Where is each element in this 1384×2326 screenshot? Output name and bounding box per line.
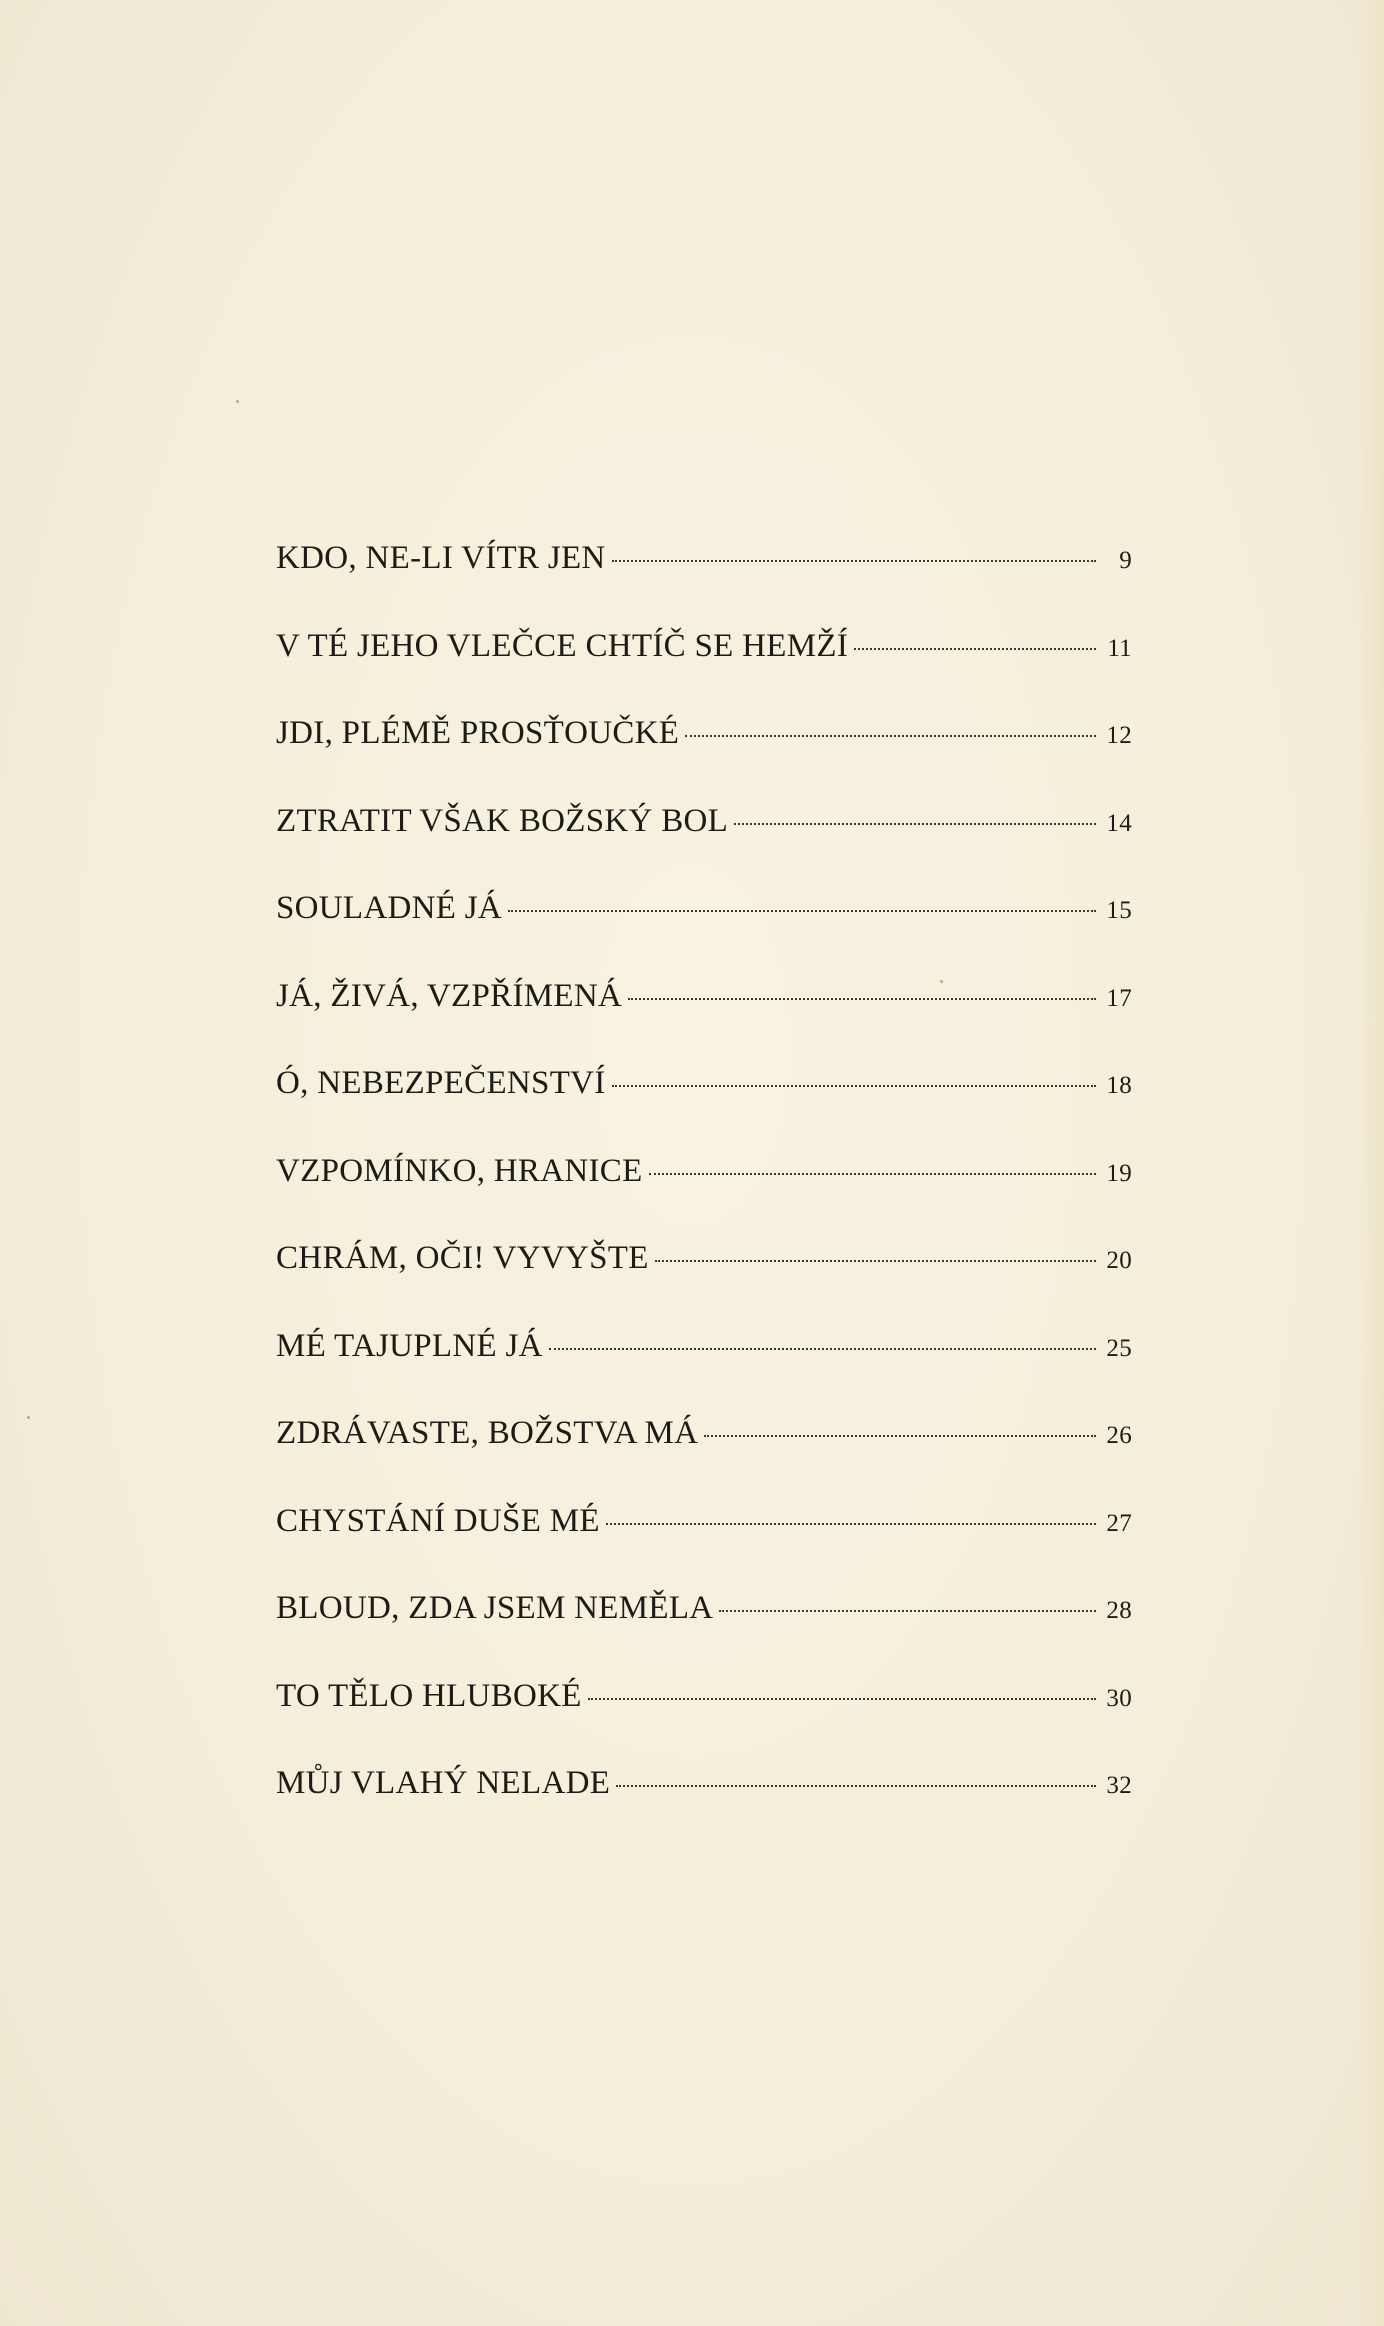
toc-entry[interactable]	[276, 1328, 1132, 1416]
toc-entry-page: 18	[1106, 1072, 1132, 1099]
toc-entry-page: 26	[1106, 1422, 1132, 1449]
toc-entry[interactable]	[276, 540, 1132, 628]
toc-dot-leader	[606, 1523, 1096, 1525]
toc-entry-page: 12	[1106, 722, 1132, 749]
toc-entry-page: 20	[1106, 1247, 1132, 1274]
toc-dot-leader	[588, 1698, 1096, 1700]
toc-entry-title: JÁ, ŽIVÁ, VZPŘÍMENÁ	[276, 977, 623, 1014]
toc-dot-leader	[612, 1085, 1096, 1087]
paper-speck	[236, 400, 239, 403]
toc-entry-page: 17	[1106, 984, 1132, 1012]
toc-entry-page: 14	[1106, 809, 1132, 837]
toc-dot-leader	[854, 648, 1096, 650]
paper-speck	[27, 1416, 30, 1419]
toc-entry[interactable]	[276, 803, 1132, 891]
toc-entry[interactable]	[276, 1065, 1132, 1153]
toc-entry[interactable]	[276, 1503, 1132, 1591]
toc-dot-leader	[616, 1785, 1096, 1787]
toc-dot-leader	[612, 560, 1096, 562]
toc-entry-title: CHYSTÁNÍ DUŠE MÉ	[276, 1502, 600, 1539]
toc-entry-page: 28	[1106, 1597, 1132, 1624]
page-edge-shadow	[1356, 0, 1384, 2326]
toc-entry-title: VZPOMÍNKO, HRANICE	[276, 1152, 643, 1189]
toc-entry[interactable]	[276, 1153, 1132, 1241]
table-of-contents	[276, 540, 1132, 1853]
toc-entry[interactable]	[276, 890, 1132, 978]
toc-entry[interactable]	[276, 1240, 1132, 1328]
toc-entry-title: JDI, PLÉMĚ PROSŤOUČKÉ	[276, 715, 680, 751]
toc-dot-leader	[508, 910, 1096, 912]
toc-entry-title: V TÉ JEHO VLEČCE CHTÍČ SE HEMŽÍ	[276, 627, 849, 664]
toc-entry-page: 15	[1106, 897, 1132, 924]
toc-entry-page: 27	[1106, 1509, 1132, 1537]
toc-entry-page: 9	[1119, 547, 1132, 574]
toc-dot-leader	[734, 823, 1096, 825]
toc-entry-title: MŮJ VLAHÝ NELADE	[276, 1765, 611, 1801]
toc-entry-title: Ó, NEBEZPEČENSTVÍ	[276, 1065, 606, 1101]
toc-entry[interactable]	[276, 1765, 1132, 1853]
toc-dot-leader	[655, 1260, 1096, 1262]
toc-entry-page: 30	[1106, 1684, 1132, 1712]
toc-entry[interactable]	[276, 628, 1132, 716]
toc-entry[interactable]	[276, 1590, 1132, 1678]
toc-entry[interactable]	[276, 978, 1132, 1066]
toc-entry-title: CHRÁM, OČI! VYVYŠTE	[276, 1240, 649, 1276]
toc-entry[interactable]	[276, 1678, 1132, 1766]
toc-dot-leader	[549, 1348, 1096, 1350]
toc-entry-title: KDO, NE-LI VÍTR JEN	[276, 540, 606, 576]
toc-entry-page: 32	[1106, 1772, 1132, 1799]
toc-entry-title: SOULADNÉ JÁ	[276, 890, 503, 926]
toc-entry-page: 19	[1106, 1159, 1132, 1187]
toc-entry-title: MÉ TAJUPLNÉ JÁ	[276, 1327, 543, 1364]
toc-entry-page: 11	[1107, 634, 1132, 662]
toc-dot-leader	[685, 735, 1096, 737]
toc-entry-page: 25	[1106, 1334, 1132, 1362]
toc-dot-leader	[719, 1610, 1096, 1612]
toc-entry-title: BLOUD, ZDA JSEM NEMĚLA	[276, 1590, 714, 1626]
toc-entry-title: TO TĚLO HLUBOKÉ	[276, 1677, 582, 1714]
toc-dot-leader	[704, 1435, 1096, 1437]
toc-dot-leader	[628, 998, 1096, 1000]
toc-dot-leader	[649, 1173, 1096, 1175]
toc-entry-title: ZTRATIT VŠAK BOŽSKÝ BOL	[276, 802, 729, 839]
toc-entry[interactable]	[276, 715, 1132, 803]
toc-entry[interactable]	[276, 1415, 1132, 1503]
toc-entry-title: ZDRÁVASTE, BOŽSTVA MÁ	[276, 1415, 699, 1451]
